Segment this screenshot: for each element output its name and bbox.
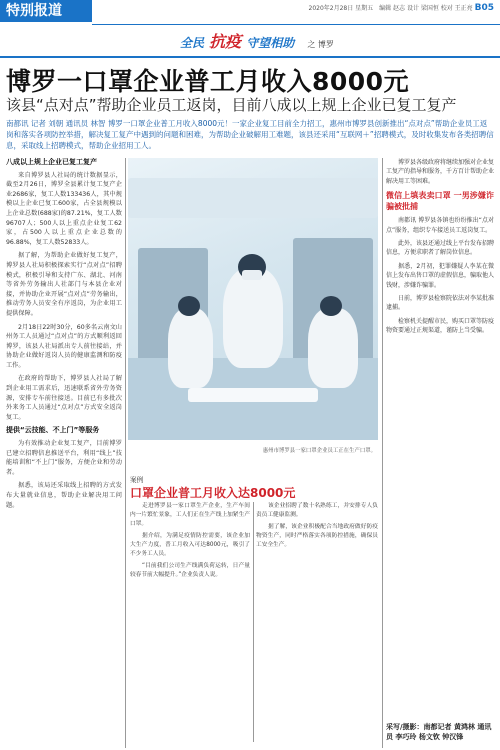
lead-paragraph: 南都讯 记者 刘朝 通讯员 林智 博罗一口罩企业普工月收入8000元！一家企业复工目前全力招工，惠州市博罗县创新推出“点对点”帮助企业员工返岗和落实各项防控举措，解决复工复产中遇到的问题和困难，为帮助企业破解用工难题，该县还采用“互联网＋”招聘模式，及时收集发布各类招聘信息，采取线上招聘模式，帮助企业招用工人。 (6, 119, 494, 150)
ceiling-lights (128, 178, 378, 218)
case-paragraph: “目前我们公司生产线满负荷运转，日产量较春节前大幅提升。”企业负责人说。 (130, 563, 250, 578)
headline: 博罗一口罩企业普工月收入8000元 (6, 67, 410, 96)
header-rule (92, 24, 500, 25)
col1-paragraph: 在政府的帮助下，博罗县人社局了解到企业用工需求后，迅速联系省外劳务资源，安排专车前往接送。目前已有多批次外来务工人员通过“点对点”方式安全返岗复工。 (6, 375, 122, 421)
subheadline: 该县“点对点”帮助企业员工返岗，目前八成以上规上企业已复工复产 (6, 96, 457, 114)
factory-photo (128, 158, 378, 440)
case-label: 案例 (130, 476, 144, 484)
mask-pile (188, 388, 318, 402)
right-paragraph: 此外，该县还通过线上平台发布招聘信息，方便求职者了解岗位信息。 (386, 240, 495, 257)
worker-head (320, 296, 342, 316)
right-paragraph: 南都讯 博罗县各镇也纷纷推出“点对点”服务，组织专车接送员工返岗复工。 (386, 217, 494, 234)
banner-part1: 全民 (180, 36, 205, 50)
right-paragraph: 日前，博罗县检察院依法对李某批准逮捕。 (386, 295, 495, 312)
col1-heading: 八成以上规上企业已复工复产 (6, 158, 97, 166)
col1-paragraph: 2月18日22时30分，60多名云南文山州务工人员通过“点对点”的方式顺利返回博罗，该县人社局派出专人前往接站，并协助企业做好返岗人员的健康监测和防疫工作。 (6, 323, 122, 369)
column-banner (180, 29, 334, 53)
case-paragraph: 据了解，该企业积极配合当地政府做好防疫物资生产，同时严格落实各项防控措施，确保员工安全生产。 (256, 524, 378, 548)
column-case-right (256, 502, 378, 553)
col1-paragraph: 据了解，为帮助企业做好复工复产，博罗县人社局积极探索实行“点对点”招聘模式，积极引导和支持广东、湖北、河南等省外劳务输出人社部门与本县企业对接，并协助企业开展“点对点”劳务输出，推动劳务人员安全有序返岗，为企业用工提供保障。 (6, 252, 122, 317)
right-paragraph: 据悉，2月初，犯罪嫌疑人李某在微信上发布出售口罩的虚假信息，骗取他人钱财，涉嫌诈骗罪。 (386, 262, 495, 289)
dateline-text: 2020年2月28日 星期五 编辑 赵志 设计 梁国恒 校对 王正亮 (308, 5, 473, 12)
section-tag: 特别报道 (0, 0, 92, 22)
dateline (309, 3, 494, 13)
worker (168, 308, 213, 388)
column-divider (382, 158, 383, 748)
column-right (386, 158, 494, 340)
column-case-left (130, 502, 250, 583)
banner-suffix: 之 博罗 (307, 40, 334, 49)
col1-paragraph: 据悉，该局还采取线上招聘的方式发布大量就业信息，帮助企业解决用工问题。 (6, 482, 122, 509)
worker-head (178, 296, 200, 316)
right-heading: 微信上填表卖口罩 一男涉嫌诈骗被批捕 (386, 191, 494, 212)
column-divider (125, 158, 126, 748)
banner-part2: 抗疫 (209, 32, 242, 51)
face-mask (242, 270, 262, 280)
col1-paragraph: 来自博罗县人社局的统计数据显示，截至2月26日，博罗全县累计复工复产企业2686家，复工人数133436人，其中规模以上企业已复工600家，占全县规模以上企业总数(688家)的87.21%，复工人数96707人；500人以上重点企业复工62家，占500人以上重点企业总数的96.88%，复工人数52833人。 (6, 171, 122, 246)
case-title: 口罩企业普工月收入达8000元 (130, 486, 296, 500)
worker (223, 268, 283, 368)
credits: 采写/摄影：南都记者 黄鸿林 通讯员 李巧玲 杨文钦 钟汉锋 (386, 723, 492, 741)
col1-heading2: 提供“云技能、不上门”等服务 (6, 426, 100, 435)
photo-caption: 惠州市博罗县一家口罩企业员工正在生产口罩。 (262, 448, 376, 454)
column-divider (253, 502, 254, 742)
right-paragraph: 博罗县各级政府将继续加强对企业复工复产的指导和服务，千方百计帮助企业解决用工等困难。 (386, 159, 495, 185)
column-left (6, 158, 122, 514)
banner-part3: 守望相助 (246, 36, 295, 50)
case-paragraph: 走进博罗县一家口罩生产企业，生产车间内一片繁忙景象，工人们正在生产线上加紧生产口罩。 (130, 503, 250, 527)
col1-paragraph: 为有效推动企业复工复产，目前博罗已建立招聘信息推送平台，利用“线上”技能培训和“不上门”服务，方便企业和劳动者。 (6, 440, 122, 476)
case-paragraph: 据介绍，为满足疫情防控需要，该企业加大生产力度，普工月收入可达8000元，吸引了不少务工人员。 (130, 533, 250, 557)
case-paragraph: 该企业招聘了数十名熟练工，并安排专人负责员工健康监测。 (256, 503, 378, 518)
right-paragraph: 检察机关提醒市民，购买口罩等防疫物资要通过正规渠道，谨防上当受骗。 (386, 317, 495, 335)
worker (308, 308, 358, 388)
page-number: B05 (474, 3, 494, 13)
banner-rule (0, 56, 500, 58)
